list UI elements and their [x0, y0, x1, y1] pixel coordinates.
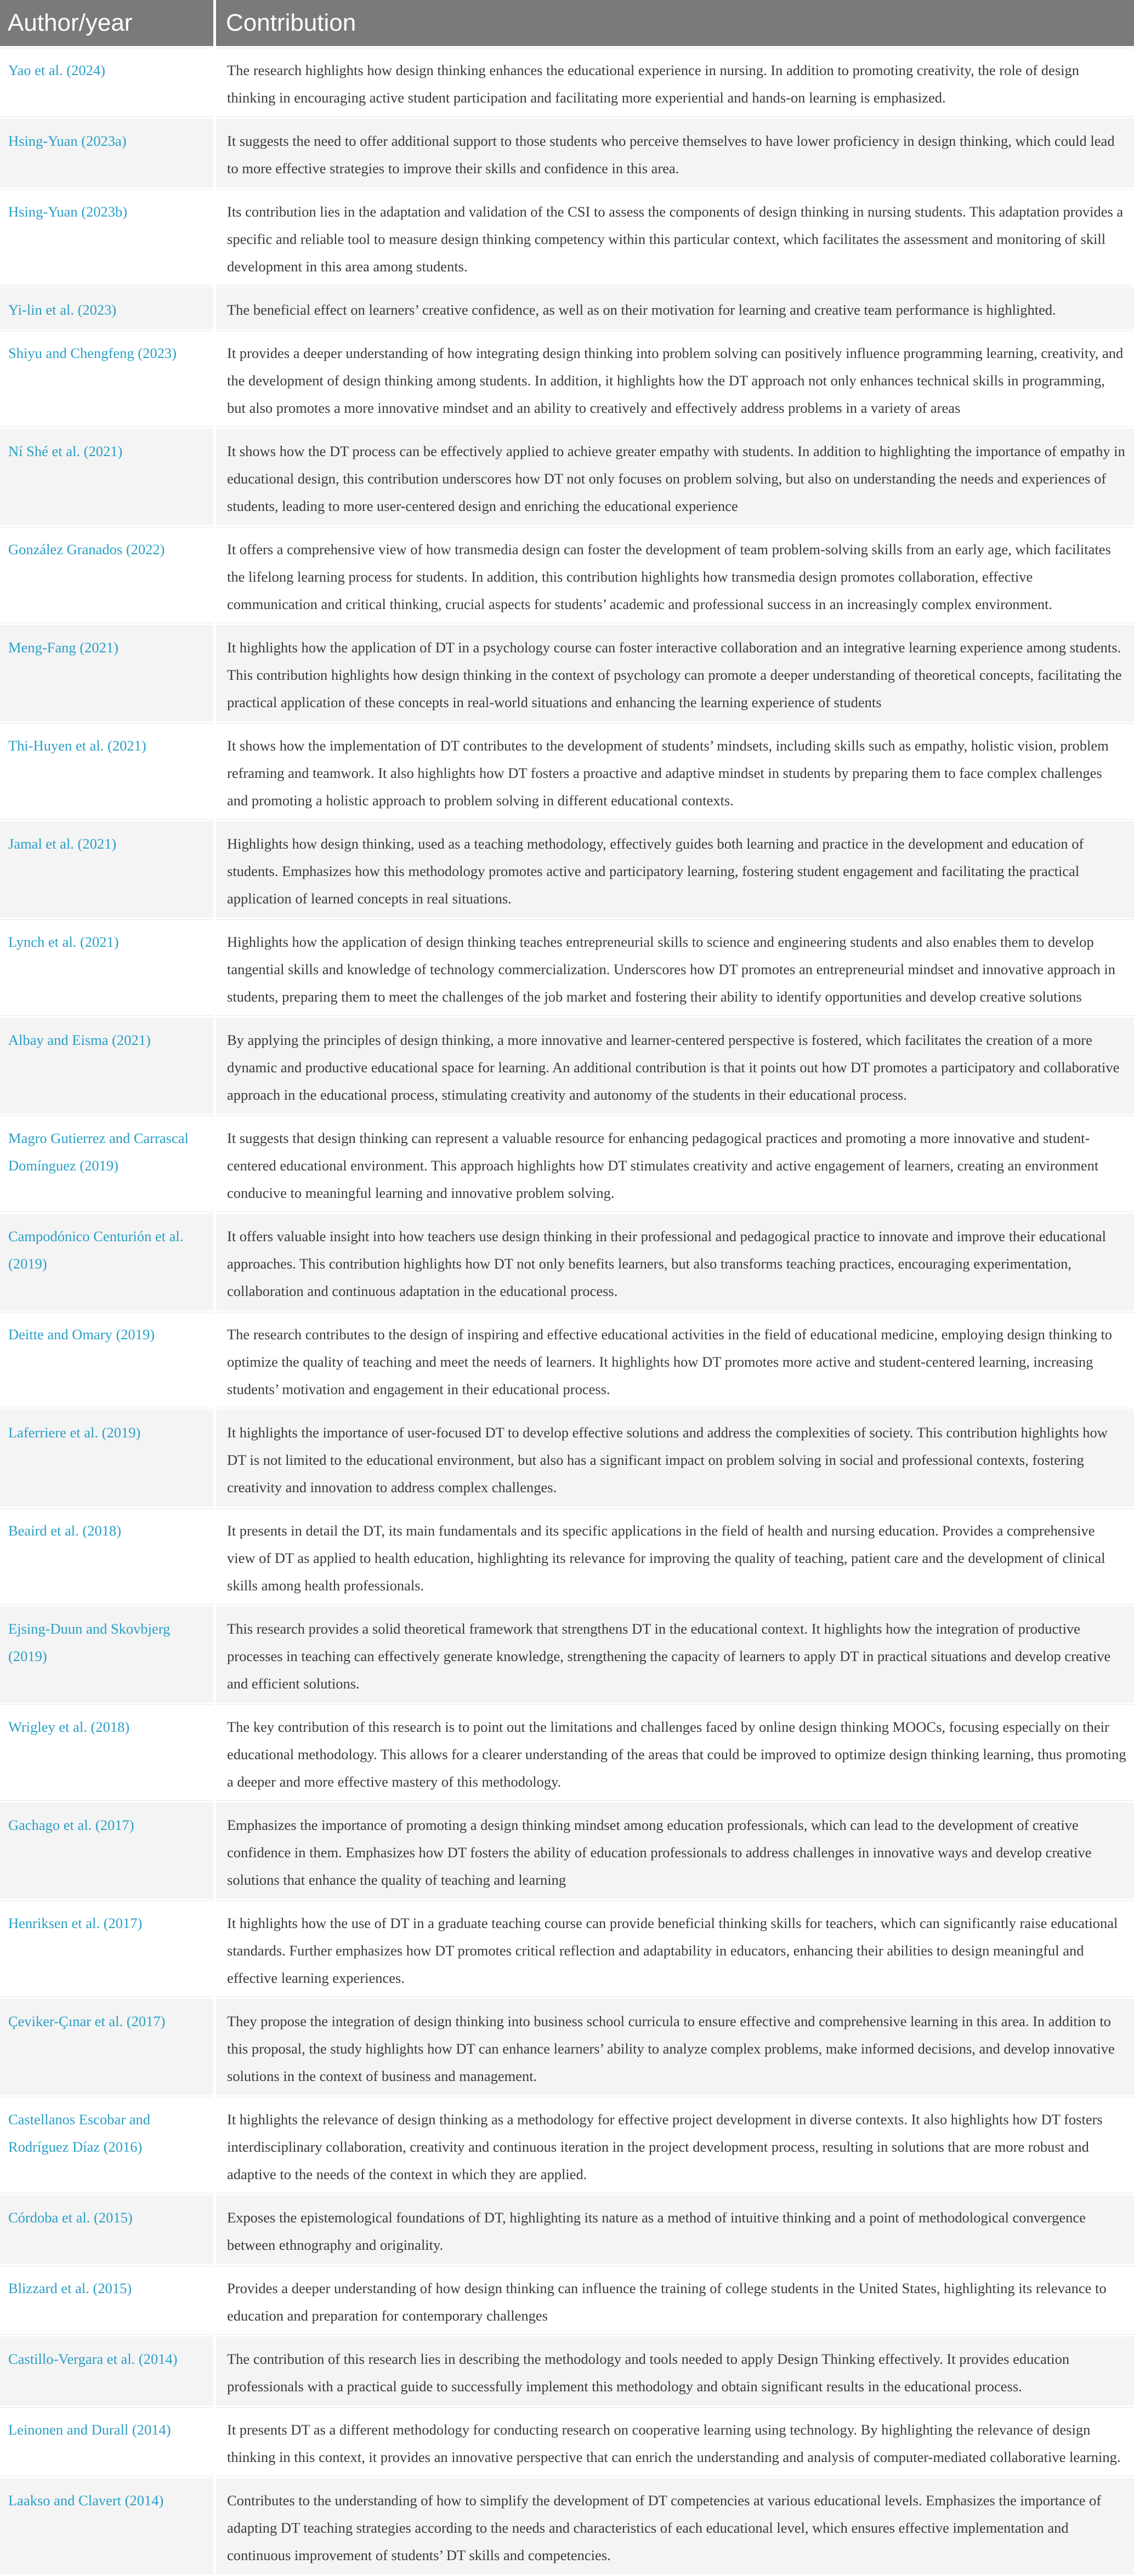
header-author-year: Author/year: [0, 0, 213, 46]
table-row: [0, 331, 1134, 427]
contribution-text: It suggests that design thinking can represent a valuable resource for enhancing pedagogical practices and promoting a more innovative and student-centered educational environment. This approach highlights how DT stimulates creativity and active engagement of learners, creating an environment conducive to meaningful learning and innovative problem solving.: [213, 1116, 1134, 1212]
author-year-link[interactable]: Campodónico Centurión et al. (2019): [0, 1214, 213, 1310]
contribution-text: Highlights how the application of design thinking teaches entrepreneurial skills to science and engineering students and also enables them to develop tangential skills and knowledge of technology commercialization. Underscores how DT promotes an entrepreneurial mindset and innovative approach in students, preparing them to meet the challenges of the job market and fostering their ability to identify opportunities and develop creative solutions: [213, 919, 1134, 1016]
table-row: [0, 919, 1134, 1016]
contribution-text: Highlights how design thinking, used as a teaching methodology, effectively guides both learning and practice in the development and education of students. Emphasizes how this methodology promotes active and participatory learning, fostering student engagement and facilitating the practical application of learned concepts in real situations.: [213, 821, 1134, 918]
author-year-link[interactable]: Albay and Eisma (2021): [0, 1017, 213, 1114]
author-year-link[interactable]: Shiyu and Chengfeng (2023): [0, 331, 213, 427]
author-year-link[interactable]: Lynch et al. (2021): [0, 919, 213, 1016]
table-body: [0, 48, 1134, 2574]
author-year-link[interactable]: Castellanos Escobar and Rodríguez Díaz (2016): [0, 2097, 213, 2193]
contribution-text: It offers a comprehensive view of how transmedia design can foster the development of team problem-solving skills from an early age, which facilitates the lifelong learning process for students. In addition, this contribution highlights how transmedia design promotes collaboration, effective communication and critical thinking, crucial aspects for students’ academic and professional success in an increasingly complex environment.: [213, 527, 1134, 623]
contribution-text: The beneficial effect on learners’ creative confidence, as well as on their motivation for learning and creative team performance is highlighted.: [213, 287, 1134, 329]
author-year-link[interactable]: Deitte and Omary (2019): [0, 1312, 213, 1408]
author-year-link[interactable]: Gachago et al. (2017): [0, 1802, 213, 1899]
contribution-text: It provides a deeper understanding of how integrating design thinking into problem solving can positively influence programming learning, creativity, and the development of design thinking among students. In addition, it highlights how the DT approach not only enhances technical skills in programming, but also promotes a more innovative mindset and an ability to creatively and effectively address problems in a variety of areas: [213, 331, 1134, 427]
table-row: [0, 625, 1134, 721]
table-row: [0, 2266, 1134, 2335]
table-row: [0, 429, 1134, 525]
contribution-text: It shows how the implementation of DT contributes to the development of students’ mindsets, including skills such as empathy, holistic vision, problem reframing and teamwork. It also highlights how DT fosters a proactive and adaptive mindset in students by preparing them to face complex challenges and promoting a holistic approach to problem solving in different educational contexts.: [213, 723, 1134, 820]
contribution-text: Provides a deeper understanding of how design thinking can influence the training of college students in the United States, highlighting its relevance to education and preparation for contemporary challenges: [213, 2266, 1134, 2335]
table-row: [0, 723, 1134, 820]
author-year-link[interactable]: Córdoba et al. (2015): [0, 2195, 213, 2264]
table-row: [0, 1704, 1134, 1801]
table-row: [0, 2478, 1134, 2574]
table-row: [0, 1214, 1134, 1310]
author-year-link[interactable]: Jamal et al. (2021): [0, 821, 213, 918]
table-row: [0, 1312, 1134, 1408]
contribution-text: It highlights how the application of DT in a psychology course can foster interactive collaboration and an integrative learning experience among students. This contribution highlights how design thinking in the context of psychology can promote a deeper understanding of theoretical concepts, facilitating the practical application of these concepts in real-world situations and enhancing the learning experience of students: [213, 625, 1134, 721]
author-year-link[interactable]: Meng-Fang (2021): [0, 625, 213, 721]
table-row: [0, 1802, 1134, 1899]
table-row: [0, 1901, 1134, 1997]
table-row: [0, 527, 1134, 623]
author-year-link[interactable]: Magro Gutierrez and Carrascal Domínguez (2019): [0, 1116, 213, 1212]
table-row: [0, 189, 1134, 286]
contribution-text: Exposes the epistemological foundations of DT, highlighting its nature as a method of intuitive thinking and a point of methodological convergence between ethnography and originality.: [213, 2195, 1134, 2264]
table-row: [0, 287, 1134, 329]
table-row: [0, 2336, 1134, 2406]
contribution-text: The research highlights how design thinking enhances the educational experience in nursing. In addition to promoting creativity, the role of design thinking in encouraging active student participation and facilitating more experiential and hands-on learning is emphasized.: [213, 48, 1134, 117]
contribution-text: Contributes to the understanding of how to simplify the development of DT competencies at various educational levels. Emphasizes the importance of adapting DT teaching strategies according to the needs and characteristics of each educational level, which ensures effective implementation and continuous improvement of students’ DT skills and competencies.: [213, 2478, 1134, 2574]
author-year-link[interactable]: Henriksen et al. (2017): [0, 1901, 213, 1997]
table-row: [0, 118, 1134, 187]
author-year-link[interactable]: Laferriere et al. (2019): [0, 1410, 213, 1506]
table-row: [0, 2195, 1134, 2264]
header-contribution: Contribution: [213, 0, 1134, 46]
table-row: [0, 1606, 1134, 1703]
table-row: [0, 821, 1134, 918]
contribution-text: It presents DT as a different methodology for conducting research on cooperative learning using technology. By highlighting the relevance of design thinking in this context, it provides an innovative perspective that can enrich the understanding and analysis of computer-mediated collaborative learning.: [213, 2407, 1134, 2476]
table-row: [0, 1999, 1134, 2095]
author-year-link[interactable]: Ejsing-Duun and Skovbjerg (2019): [0, 1606, 213, 1703]
author-year-link[interactable]: Ní Shé et al. (2021): [0, 429, 213, 525]
author-year-link[interactable]: Beaird et al. (2018): [0, 1508, 213, 1605]
header-row: [0, 0, 1134, 46]
author-year-link[interactable]: Laakso and Clavert (2014): [0, 2478, 213, 2574]
author-year-link[interactable]: Wrigley et al. (2018): [0, 1704, 213, 1801]
author-year-link[interactable]: Yi-lin et al. (2023): [0, 287, 213, 329]
author-year-link[interactable]: Thi-Huyen et al. (2021): [0, 723, 213, 820]
contribution-text: It highlights the relevance of design thinking as a methodology for effective project development in diverse contexts. It also highlights how DT fosters interdisciplinary collaboration, creativity and continuous iteration in the project development process, resulting in solutions that are more robust and adaptive to the needs of the context in which they are applied.: [213, 2097, 1134, 2193]
contribution-text: This research provides a solid theoretical framework that strengthens DT in the educational context. It highlights how the integration of productive processes in teaching can effectively generate knowledge, strengthening the capacity of learners to apply DT in practical situations and develop creative and efficient solutions.: [213, 1606, 1134, 1703]
contribution-text: The contribution of this research lies in describing the methodology and tools needed to apply Design Thinking effectively. It provides education professionals with a practical guide to successfully implement this methodology and obtain significant results in the educational process.: [213, 2336, 1134, 2406]
contribution-text: It offers valuable insight into how teachers use design thinking in their professional and pedagogical practice to innovate and improve their educational approaches. This contribution highlights how DT not only benefits learners, but also transforms teaching practices, encouraging experimentation, collaboration and continuous adaptation in the educational process.: [213, 1214, 1134, 1310]
contribution-text: It highlights how the use of DT in a graduate teaching course can provide beneficial thinking skills for teachers, which can significantly raise educational standards. Further emphasizes how DT promotes critical reflection and adaptability in educators, enhancing their abilities to design meaningful and effective learning experiences.: [213, 1901, 1134, 1997]
contribution-text: They propose the integration of design thinking into business school curricula to ensure effective and comprehensive learning in this area. In addition to this proposal, the study highlights how DT can enhance learners’ ability to analyze complex problems, make informed decisions, and develop innovative solutions in the context of business and management.: [213, 1999, 1134, 2095]
table-row: [0, 2097, 1134, 2193]
author-year-link[interactable]: Castillo-Vergara et al. (2014): [0, 2336, 213, 2406]
contribution-text: It suggests the need to offer additional support to those students who perceive themselves to have lower proficiency in design thinking, which could lead to more effective strategies to improve their skills and confidence in this area.: [213, 118, 1134, 187]
table-row: [0, 1508, 1134, 1605]
contribution-text: It highlights the importance of user-focused DT to develop effective solutions and address the complexities of society. This contribution highlights how DT is not limited to the educational environment, but also has a significant impact on problem solving in social and professional contexts, fostering creativity and innovation to address complex challenges.: [213, 1410, 1134, 1506]
author-year-link[interactable]: Blizzard et al. (2015): [0, 2266, 213, 2335]
author-year-link[interactable]: Hsing-Yuan (2023b): [0, 189, 213, 286]
author-year-link[interactable]: Leinonen and Durall (2014): [0, 2407, 213, 2476]
table-row: [0, 1017, 1134, 1114]
contribution-text: It shows how the DT process can be effectively applied to achieve greater empathy with students. In addition to highlighting the importance of empathy in educational design, this contribution underscores how DT not only focuses on problem solving, but also on understanding the needs and experiences of students, leading to more user-centered design and enriching the educational experience: [213, 429, 1134, 525]
table-row: [0, 1410, 1134, 1506]
author-year-link[interactable]: González Granados (2022): [0, 527, 213, 623]
contribution-text: It presents in detail the DT, its main fundamentals and its specific applications in the field of health and nursing education. Provides a comprehensive view of DT as applied to health education, highlighting its relevance for improving the quality of teaching, patient care and the development of clinical skills among health professionals.: [213, 1508, 1134, 1605]
contribution-text: By applying the principles of design thinking, a more innovative and learner-centered perspective is fostered, which facilitates the creation of a more dynamic and productive educational space for learning. An additional contribution is that it points out how DT promotes a participatory and collaborative approach in the educational process, stimulating creativity and autonomy of the students in their educational process.: [213, 1017, 1134, 1114]
table-row: [0, 1116, 1134, 1212]
author-year-link[interactable]: Çeviker-Çınar et al. (2017): [0, 1999, 213, 2095]
table-row: [0, 2407, 1134, 2476]
contribution-text: Its contribution lies in the adaptation and validation of the CSI to assess the components of design thinking in nursing students. This adaptation provides a specific and reliable tool to measure design thinking competency within this particular context, which facilitates the assessment and monitoring of skill development in this area among students.: [213, 189, 1134, 286]
table-row: [0, 48, 1134, 117]
author-year-link[interactable]: Yao et al. (2024): [0, 48, 213, 117]
contribution-text: The key contribution of this research is to point out the limitations and challenges faced by online design thinking MOOCs, focusing especially on their educational methodology. This allows for a clearer understanding of the areas that could be improved to optimize design thinking learning, thus promoting a deeper and more effective mastery of this methodology.: [213, 1704, 1134, 1801]
contribution-text: Emphasizes the importance of promoting a design thinking mindset among education professionals, which can lead to the development of creative confidence in them. Emphasizes how DT fosters the ability of education professionals to address challenges in innovative ways and develop creative solutions that enhance the quality of teaching and learning: [213, 1802, 1134, 1899]
contribution-text: The research contributes to the design of inspiring and effective educational activities in the field of educational medicine, employing design thinking to optimize the quality of teaching and meet the needs of learners. It highlights how DT promotes more active and student-centered learning, increasing students’ motivation and engagement in their educational process.: [213, 1312, 1134, 1408]
author-year-link[interactable]: Hsing-Yuan (2023a): [0, 118, 213, 187]
